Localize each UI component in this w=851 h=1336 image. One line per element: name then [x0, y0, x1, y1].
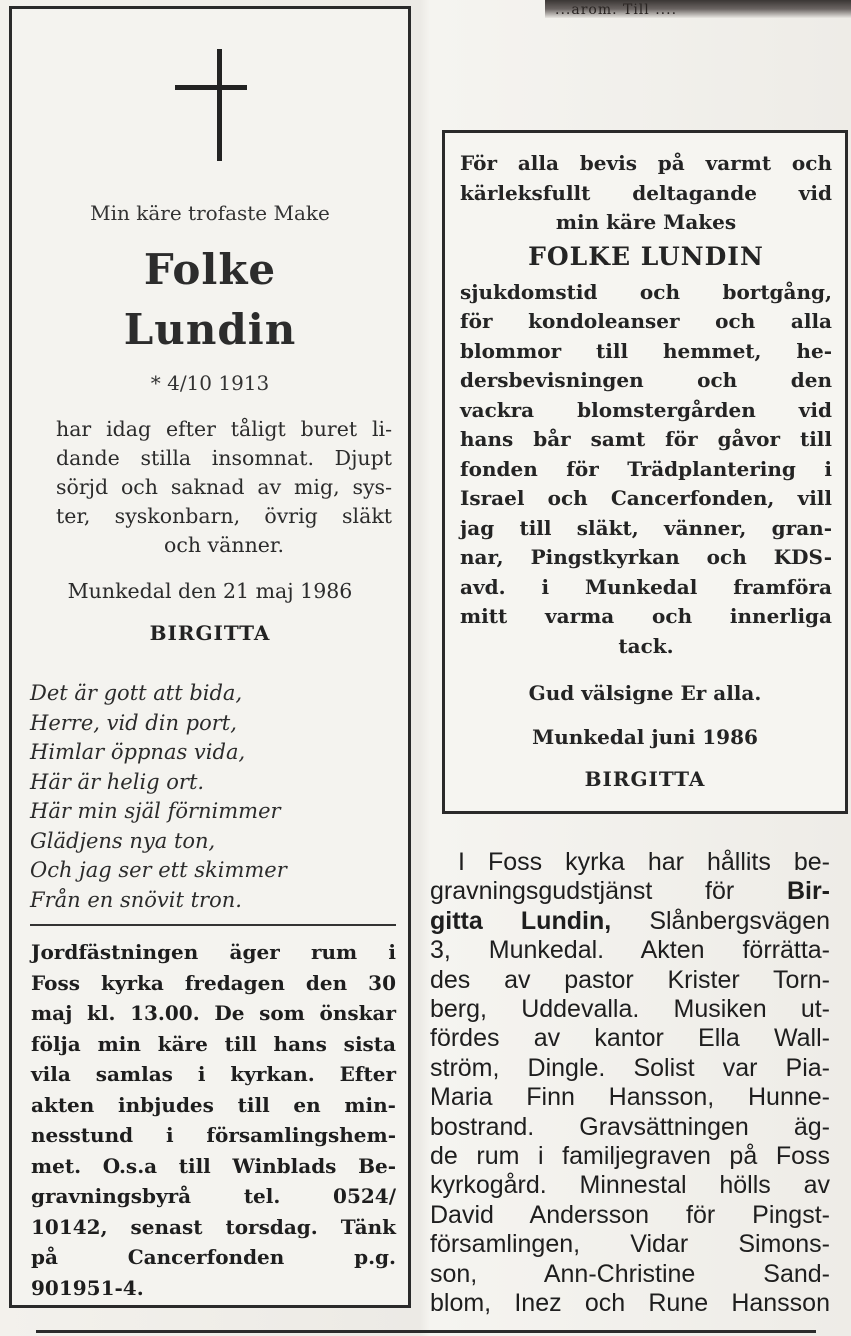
deceased-last-name: Lundin [123, 305, 297, 354]
funeral-line: vila samlas i kyrkan. Efter [31, 1062, 396, 1086]
funeral-line: nesstund i församlingshem- [31, 1123, 396, 1147]
thanks-body-line: fonden för Trädplantering i [460, 456, 832, 481]
thanks-place-date: Munkedal juni 1986 [532, 725, 758, 749]
announcement-intro: Min käre trofaste Make [90, 201, 330, 225]
thanks-body-line: avd. i Munkedal framföra [460, 574, 832, 599]
article-line: 3, Munkedal. Akten förrätta- [430, 936, 830, 965]
cross-icon [217, 49, 222, 161]
torn-clipping-text: ...arom. Till .... [555, 2, 678, 18]
announcement-place-date: Munkedal den 21 maj 1986 [67, 579, 353, 603]
funeral-line: Foss kyrka fredagen den 30 [31, 970, 396, 995]
deceased-first-name: Folke [143, 245, 277, 294]
thanks-deceased-name: FOLKE LUNDIN [528, 241, 764, 271]
article-line: blom, Inez och Rune Hansson [430, 1289, 830, 1318]
funeral-line: maj kl. 13.00. De som önskar [31, 1001, 396, 1025]
torn-clipping-top [545, 0, 851, 18]
thanks-intro-line: min käre Makes [555, 210, 737, 234]
funeral-line: met. O.s.a till Winblads Be- [31, 1153, 396, 1178]
thanks-body-line: blommor till hemmet, he- [460, 338, 832, 363]
thanks-body-line: tack. [618, 633, 674, 658]
poem-line: Herre, vid din port, [30, 710, 237, 735]
article-line [430, 907, 830, 936]
funeral-line: gravningsbyrå tel. 0524/ [31, 1184, 396, 1208]
cross-icon-bar [175, 85, 247, 90]
bottom-rule [36, 1330, 816, 1333]
birth-date: * 4/10 1913 [150, 371, 270, 395]
article-text: gravningsgudstjänst för [430, 877, 787, 906]
announcement-line: sörjd och saknad av mig, sys- [56, 475, 392, 499]
thanks-blessing: Gud välsigne Er alla. [528, 681, 762, 705]
thank-you-text [460, 149, 832, 661]
poem-line: Himlar öppnas vida, [30, 740, 246, 764]
article-line [430, 877, 830, 906]
funeral-line: följa min käre till hans sista [31, 1031, 396, 1056]
thanks-body-line: dersbevisningen och den [460, 368, 832, 392]
announcement-line: och vänner. [164, 533, 284, 557]
memorial-poem [30, 679, 400, 915]
announcement-line: ter, syskonbarn, övrig släkt [56, 504, 392, 528]
article-line: David Andersson för Pingst- [430, 1200, 830, 1229]
article-line: berg, Uddevalla. Musiken ut- [430, 995, 830, 1024]
thanks-body-line: hans bår samt för gåvor till [460, 427, 832, 451]
funeral-notice [31, 937, 396, 1303]
announcement-line: dande stilla insomnat. Djupt [56, 446, 392, 470]
funeral-line: akten inbjudes till en min- [31, 1092, 396, 1117]
article-bold-name: Bir- [786, 877, 830, 906]
death-announcement [9, 6, 411, 1308]
article-line: son, Ann-Christine Sand- [430, 1259, 830, 1288]
thank-you-notice [442, 130, 848, 814]
article-line: ström, Dingle. Solist var Pia- [430, 1053, 830, 1082]
poem-line: Från en snövit tron. [30, 887, 242, 912]
funeral-line: på Cancerfonden p.g. [31, 1245, 396, 1269]
thanks-intro-line: För alla bevis på varmt och [460, 151, 832, 175]
article-line: des av pastor Krister Torn- [430, 965, 830, 994]
thanks-body-line: vackra blomstergården vid [460, 397, 832, 422]
article-line: de rum i familjegraven på Foss [430, 1142, 830, 1171]
article-bold-name: gitta Lundin, [430, 906, 612, 935]
announcement-text [56, 415, 392, 560]
announcement-signature: BIRGITTA [149, 621, 271, 645]
poem-line: Och jag ser ett skimmer [30, 858, 287, 882]
article-line: församlingen, Vidar Simons- [430, 1230, 830, 1259]
article-line: kyrkogård. Minnestal hölls av [430, 1171, 830, 1200]
funeral-line: 10142, senast torsdag. Tänk [31, 1214, 396, 1239]
article-line: Maria Finn Hansson, Hunne- [430, 1083, 830, 1112]
thanks-body-line: Israel och Cancerfonden, vill [460, 486, 832, 510]
announcement-line: har idag efter tåligt buret li- [56, 417, 392, 441]
thanks-intro-line: kärleksfullt deltagande vid [460, 180, 832, 205]
section-divider [30, 924, 396, 926]
poem-line: Här är helig ort. [30, 769, 205, 794]
funeral-line: 901951-4. [31, 1275, 144, 1300]
poem-line: Glädjens nya ton, [30, 828, 216, 853]
thanks-body-line: jag till släkt, vänner, gran- [460, 515, 832, 540]
article-line: I Foss kyrka har hållits be- [458, 848, 830, 876]
thanks-body-line: sjukdomstid och bortgång, [460, 279, 832, 304]
poem-line: Här min själ förnimmer [30, 799, 281, 823]
thanks-body-line: nar, Pingstkyrkan och KDS- [460, 545, 832, 569]
thanks-signature: BIRGITTA [584, 767, 706, 791]
funeral-line: Jordfästningen äger rum i [31, 940, 396, 964]
burial-news-article [430, 848, 830, 1319]
article-line: bostrand. Gravsättningen äg- [430, 1112, 830, 1141]
article-line: fördes av kantor Ella Wall- [430, 1024, 830, 1053]
poem-line: Det är gott att bida, [30, 681, 243, 705]
thanks-body-line: för kondoleanser och alla [460, 309, 832, 333]
thanks-body-line: mitt varma och innerliga [460, 604, 832, 628]
article-text: Slånbergsvägen [611, 906, 831, 935]
